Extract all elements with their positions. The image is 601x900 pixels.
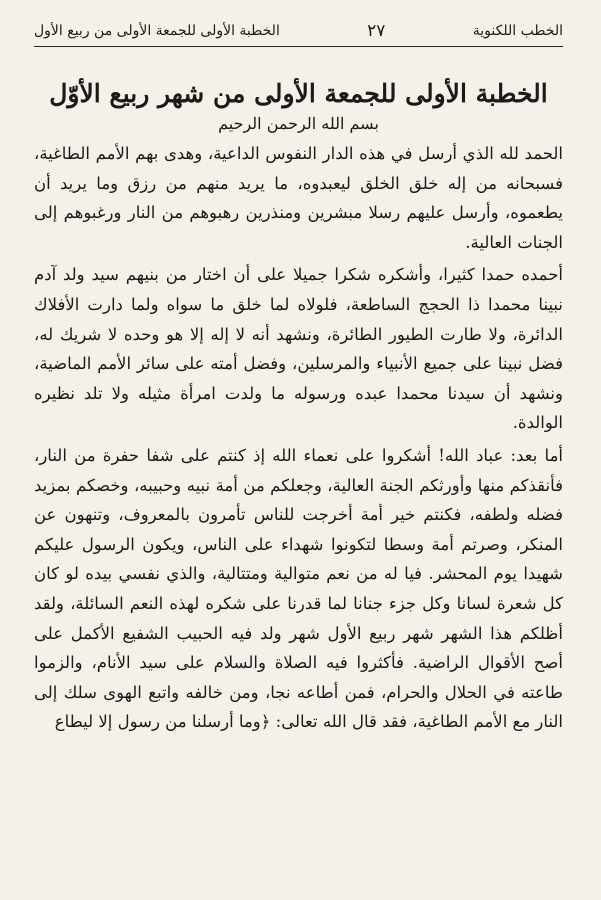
sermon-title: الخطبة الأولى للجمعة الأولى من شهر ربيع الأوّل — [49, 79, 548, 108]
paragraph: الحمد لله الذي أرسل في هذه الدار النفوس الداعية، وهدى بهم الأمم الطاغية، فسبحانه من إله خلق الخلق ليعبدوه، ما يريد منهم من رزق وما يريد أن يطعموه، وأرسل عليهم رسلا مبشرين ومنذرين رهبوهم من النار ورغبوهم إلى الجنات العالية. — [34, 144, 563, 252]
header-section-title: الخطبة الأولى للجمعة الأولى من ربيع الأول — [34, 23, 280, 39]
basmala: بسم الله الرحمن الرحيم — [218, 114, 379, 133]
page-number: ٢٧ — [367, 21, 386, 41]
header-book-title: الخطب اللكنوية — [472, 23, 563, 39]
header-rule — [34, 46, 563, 47]
paragraph: أحمده حمدا كثيرا، وأشكره شكرا جميلا على أن اختار من بنيهم سيد ولد آدم نبينا محمدا ذا الحجج الساطعة، فلولاه لما خلق ما سواه ولما دارت الأفلاك الدائرة، ولا طارت الطيور الطائرة، ونشهد أنه لا إله إلا هو وحده لا شريك له، فضل نبينا على جميع الأنبياء والمرسلين، وفضل أمته على سائر الأمم الماضية، ونشهد أن سيدنا محمدا عبده ورسوله ما ولدت امرأة مثيله ولا تلد نظيره الوالدة. — [34, 265, 563, 433]
paragraph: أما بعد: عباد الله! أشكروا على نعماء الله إذ كنتم على شفا حفرة من النار، فأنقذكم منها وأورثكم الجنة العالية، وجعلكم من أمة نبيه وحبيبه، وخصكم بمزيد فضله ولطفه، فكنتم خير أمة أخرجت للناس تأمرون بالمعروف، وتنهون عن المنكر، وصرتم أمة وسطا لتكونوا شهداء على الناس، ويكون الرسول عليكم شهيدا يوم المحشر. فيا له من نعم متوالية ومتتالية، والذي نفسي بيده لو كان كل شعرة لسانا وكل جزء جنانا لما قدرنا على شكره لهذه النعم السائلة، ولقد أظلكم هذا الشهر شهر ربيع الأول شهر ولد فيه الحبيب الشفيع الأكمل على أصح الأقوال الراضية. فأكثروا فيه الصلاة والسلام على سيد الأنام، والزموا طاعته في الحلال والحرام، فمن أطاعه نجا، ومن خالفه واتبع الهوى سلك إلى النار مع الأمم الطاغية، فقد قال الله تعالى: ﴿وما أرسلنا من رسول إلا ليطاع — [34, 445, 563, 732]
sermon-body — [34, 139, 563, 737]
running-header — [34, 22, 563, 40]
